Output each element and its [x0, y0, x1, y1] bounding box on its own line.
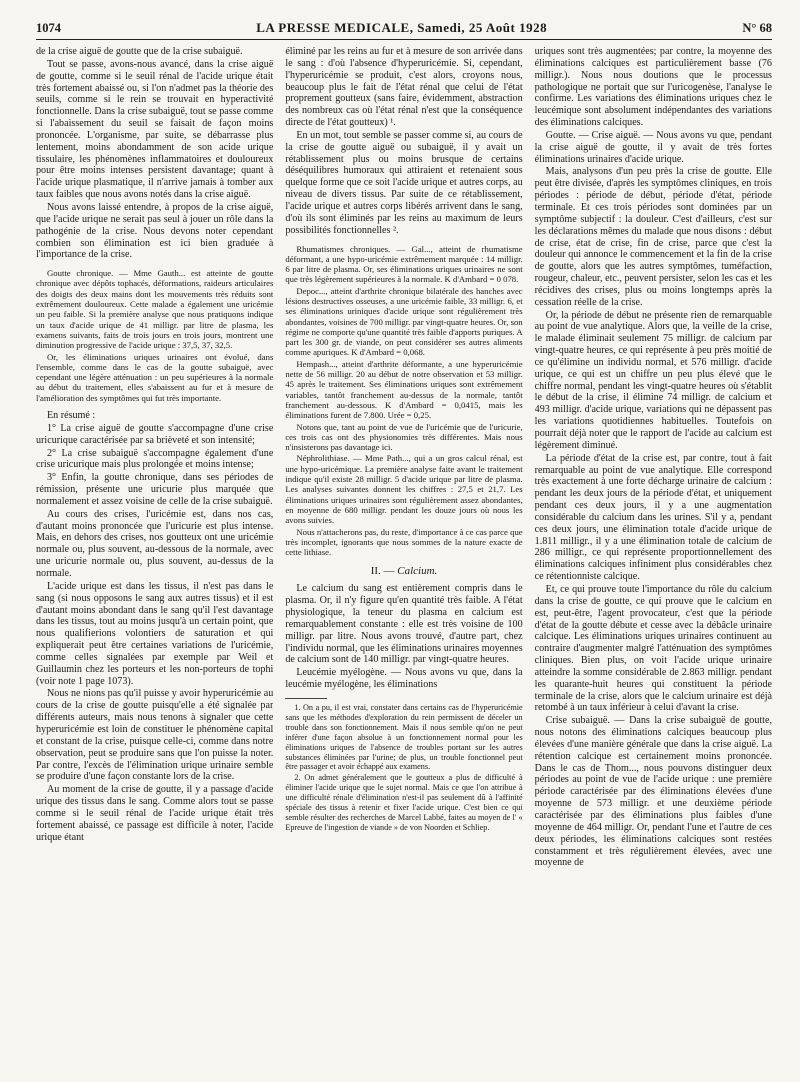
summary-heading: En résumé :: [47, 410, 96, 422]
column-1: [36, 46, 273, 1076]
paragraph: Au moment de la crise de goutte, il y a passage d'acide urique des tissus dans le sang. Comme alors tout se passe comme si le seuil rénal de l'acide urique était très fortement abaissé, ce passage est difficile à noter, l'acide urique étant: [36, 784, 274, 843]
journal-title: LA PRESSE MEDICALE, Samedi, 25 Août 1928: [256, 20, 548, 35]
paragraph: Nous avons laissé entendre, à propos de la crise aiguë, que l'acide urique ne serait pas seul à jouer un rôle dans la pathogénie de la crise. Nous devons noter cependant combien son élimination est ici bien graduée à l'importance de la crise.: [36, 201, 274, 261]
paragraph: Tout se passe, avons-nous avancé, dans la crise aiguë de goutte, comme si le seuil rénal de l'acide urique était très fortement abaissé ou, si l'on n'admet pas la théorie des seuils, comme si le rein se trouvait en hyperactivité fonctionnelle. Dans la crise subaiguë, tout se passe comme si l'abaissement du seuil se faisait de façon moins prononcée. L'organisme, par suite, se débarrasse plus lentement, moins abondamment de son acide urique tissulaire, les phénomènes inflammatoires et douloureux pour être moins intenses persistent davantage; quant à l'acide urique plasmatique, il n'arrive jamais à tomber aux taux faibles que nous avons notés dans la crise aiguë.: [36, 58, 274, 201]
case-goutte-chronique: Goutte chronique. — Mme Gauth... est atteinte de goutte chronique avec dépôts tophacés, déformations, raideurs articulaires des doigts des deux mains dont les mouvements très réduits sont extrêmement douloureux. Cette malade a également une uricémie un peu faible. Si la première analyse que nous pratiquons indique un taux d'acide urique de 41 milligr. par litre de plasma, les examens suivants, faits de trois jours en trois jours, montrent une diminution progressive de l'acide urique : 37,5, 37, 32,5.: [36, 268, 274, 351]
case-rhumatismes: Rhumatismes chroniques. — Gal..., atteint de rhumatisme déformant, a une hypo-uricémie extrêmement marquée : 14 milligr. 6 par litre de plasma. Or, ses éliminations uriques urinaires ne sont que très légèrement supérieures à la normale. K d'Ambard = 0 078.: [285, 243, 523, 285]
paragraph: L'acide urique est dans les tissus, il n'est pas dans le sang (si nous opposons le sang aux autres tissus) et il est d'autant moins abondant dans le sang qu'il l'est davantage dans les tissus, tout au moins jusqu'à un certain point, que nous qualifierions volontiers de saturation et qui expliquerait peut être certaines variations de l'uricémie, comme celles signalées par exemple par Weil et Guillaumin chez les porteurs et les non-porteurs de tophi (voir note 1 page 1073).: [36, 580, 274, 687]
text-columns: [36, 46, 772, 1076]
section-title: Calcium.: [397, 565, 438, 578]
paragraph: éliminé par les reins au fur et à mesure de son arrivée dans le sang : d'où l'absence d'hyperuricémie. Si, cependant, l'hyperuricémie se produit, c'est alors, croyons nous, beaucoup plus le fait de l'état rénal que celui de l'état proprement goutteux (sans faire, évidemment, abstraction des nombreux cas où l'état rénal n'est que la conséquence directe de l'état goutteux) ¹.: [285, 46, 523, 129]
paragraph: Leucémie myélogène. — Nous avons vu que, dans la leucémie myélogène, les éliminations: [285, 667, 523, 691]
paragraph: Goutte. — Crise aiguë. — Nous avons vu que, pendant la crise aiguë de goutte, il y avait de très fortes éliminations urinaires d'acide urique.: [534, 129, 772, 165]
paragraph: Or, la période de début ne présente rien de remarquable au point de vue analytique. Alors que, la veille de la crise, le malade éliminait seulement 75 milligr. de calcium par vingt-quatre heures, ce qui représente à peu près moitié de ce qu'élimine un individu normal, et 576 milligr. d'acide urique, ce qui est un chiffre un peu plus élevé que le chiffre normal, pendant les vingt-quatre heures où s'établit le début de la crise, il élimine 74 milligr. de calcium et 493 milligr. d'acide urique, variations qui ne dépassent pas les variations quotidiennes habituelles. Toutefois on pourrait déjà noter que le rapport de l'acide au calcium est légèrement diminué.: [534, 309, 772, 451]
paragraph: Mais, analysons d'un peu près la crise de goutte. Elle peut être divisée, d'après les symptômes cliniques, en trois périodes : période de début, période d'état, période terminale. Et ces trois périodes sont dominées par un symptôme subjectif : la douleur. C'est d'ailleurs, c'est sur les déclarations mêmes du malade que nous disons : début de crise, état de crise, fin de crise, parce que c'est la douleur qui annonce le commencement et la fin de la crise de goutte, alors que les autres symptômes, tuméfaction, rougeur, chaleur, etc., peuvent persister, selon les cas et les récidives des crises, plus ou moins longtemps après la cessation réelle de la crise.: [534, 166, 772, 308]
column-2: [285, 46, 522, 1076]
footnote-1: 1. On a pu, il est vrai, constater dans certains cas de l'hyperuricémie sans que les méthodes d'exploration du rein permissent de déceler un trouble dans son fonctionnement. Mais il nous semble qu'on ne peut inférer d'une façon absolue à un fonctionnement normal pour les éliminations uriques de l'absence de troubles portant sur les autres substances éliminées par l'urine; de plus, un trouble fonctionnel peut être passager et avoir échappé aux examens.: [285, 703, 523, 772]
paragraph: Notons que, tant au point de vue de l'uricémie que de l'uricurie, ces trois cas ont des physionomies très différentes. Mais nous n'insisterons pas davantage ici.: [285, 421, 523, 453]
paragraph: Crise subaiguë. — Dans la crise subaiguë de goutte, nous notons des éliminations calciques beaucoup plus élevées d'une manière générale que dans la crise aiguë. La rétention calcique est certainement moins prononcée. Dans le cas de Thom..., nous pouvons distinguer deux périodes au point de vue de l'acide urique : une première période caractérisée par des éliminations élevées d'une moyenne de 573 milligr. et une deuxième période caractérisée par des éliminations plus faibles d'une moyenne de 464 milligr. Or, pendant l'une et l'autre de ces deux périodes, les éliminations calciques sont restées constamment et très régulièrement élevées, avec une moyenne de: [534, 715, 772, 869]
section-heading: [285, 565, 522, 577]
paragraph: La période d'état de la crise est, par contre, tout à fait remarquable au point de vue analytique. Elle correspond très exactement à une forte décharge urinaire de calcium : pendant les deux jours de la période d'état, et uniquement pendant ces deux jours, il y a une augmentation considérable du calcium dans les urines. S'il y a, pendant ces deux jours, une élimination totale d'acide urique de 1.811 milligr., il y a une élimination totale de calcium de 286 milligr., ce qui représente proportionnellement des éliminations calciques infiniment plus considérables chez ce rétentionniste calcique.: [534, 452, 772, 583]
issue-number: N° 68: [742, 21, 772, 35]
footnote-2: 2. On admet généralement que le goutteux a plus de difficulté à éliminer l'acide urique que le sujet normal. Mais ce que l'on attribue à une difficulté rénale d'élimination n'est-il pas seulement dû à l'affinité spéciale des tissus à retenir et fixer l'acide urique. C'est bien ce qui semble résulter des recherches de Marcel Labbé, faites au moyen de l' « Epreuve de l'ingestion de viande » de von Noorden et Schliep.: [285, 773, 523, 832]
paragraph: Nous n'attacherons pas, du reste, d'importance à ce cas parce que très incomplet, ignorants que nous sommes de la nature exacte de cette lithiase.: [285, 526, 523, 558]
summary-item-2: 2° La crise subaiguë s'accompagne également d'une crise uricurique mais plus prolongée et moins intense;: [36, 447, 274, 471]
footnote-rule: [285, 698, 327, 699]
paragraph: Or, les éliminations uriques urinaires ont évolué, dans l'ensemble, comme dans le cas de la goutte subaiguë, avec cependant une légère atténuation : un peu supérieures à la normale au début du traitement, elles s'abaissent au fur et à mesure de l'amélioration des symptômes qui fut très importante.: [36, 351, 274, 403]
paragraph: de la crise aiguë de goutte que de la crise subaiguë.: [36, 46, 243, 57]
section-number: II. —: [370, 565, 395, 578]
case-nephrolithiase: Néphrolithiase. — Mme Path..., qui a un gros calcul rénal, est une hypo-uricémique. La première analyse faite avant le traitement indique qu'il existe 28 milligr. 5 d'acide urique par litre de plasma. Les analyses suivantes donnent les chiffres : 27,5 et 21,7. Les éliminations uriques urinaires sont régulièrement assez abondantes, en moyenne de 680 milligr. pendant les douze jours où nous les avons suivies.: [285, 453, 523, 526]
case-hempash: Hempash..., atteint d'arthrite déformante, a une hyperuricémie nette de 56 milligr. 20 au début de notre observation et 53 milligr. 45 après le traitement. Ses éliminations uriques sont extrêmement variables, tantôt franchement au-dessus de la normale, tantôt franchement au-dessous. K d'Ambard = 0,0415, mais les éliminations furent de 7.800. Urée = 0,25.: [285, 358, 523, 421]
case-depoc: Depoc..., atteint d'arthrite chronique bilatérale des hanches avec lésions destructives osseuses, a une uricémie faible, 33 milligr. 6, et ses éliminations uriniques d'acide urique sont régulièrement très abondantes, voisines de 700 milligr. par vingt-quatre heures. Or, son régime ne comporte qu'une quantité très faible d'apports puriques. A part les 300 gr. de viande, on peut considérer ses autres aliments comme apuriques. K d'Ambard = 0,068.: [285, 285, 523, 358]
summary-item-1: 1° La crise aiguë de goutte s'accompagne d'une crise uricurique caractérisée par sa brièveté et son intensité;: [36, 422, 274, 446]
paragraph: Le calcium du sang est entièrement compris dans le plasma. Or, il n'y figure qu'en quantité très faible. A l'état physiologique, la teneur du plasma en calcium est remarquablement constante : elle est très voisine de 100 milligr. par litre. Nous avons trouvé, d'autre part, chez l'individu normal, que les éliminations urinaires moyennes de calcium sont de 140 milligr. par vingt-quatre heures.: [285, 583, 523, 666]
running-header: [36, 20, 772, 40]
summary-item-3: 3° Enfin, la goutte chronique, dans ses périodes de rémission, présente une uricurie plus marquée que normalement et assez voisine de celle de la crise subaiguë.: [36, 472, 274, 507]
paragraph: Et, ce qui prouve toute l'importance du rôle du calcium dans la crise de goutte, ce qui prouve que le calcium en est, peut-être, l'agent provocateur, c'est que la période d'état de la goutte débute et cesse avec la débâcle urinaire calcique. Les éliminations uriques urinaires continuent au contraire d'augmenter malgré l'atténuation des symptômes cliniques. Bien plus, on voit l'acide urique urinaire atteindre la somme considérable de 2.863 milligr. pendant les quarante-huit heures qui constituent la période terminale de la crise, alors que le calcium urinaire est déjà retombé à un taux inférieur à celui d'avant la crise.: [534, 583, 772, 714]
page-number: 1074: [36, 21, 61, 35]
paragraph: uriques sont très augmentées; par contre, la moyenne des éliminations calciques est particulièrement basse (76 milligr.). Nous nous doutions que le processus pathologique ne portait que sur l'uricogenèse, l'analyse le confirme. Les variations des éliminations uriques chez le leucémique sont absolument indépendantes des variations des éliminations calciques.: [534, 46, 772, 129]
paragraph: En un mot, tout semble se passer comme si, au cours de la crise de goutte aiguë ou subaiguë, il y avait un rétablissement plus ou moins brusque de certains déséquilibres humoraux qui attiraient et retenaient sous quelque forme que ce soit l'acide urique et autres corps, au niveau de divers tissus. Par suite de ce rétablissement, l'acide urique et autres corps libérés arrivent dans le sang, d'où ils sont éliminés par les reins au maximum de leurs possibilités fonctionnelles ².: [285, 129, 523, 236]
paragraph: Au cours des crises, l'uricémie est, dans nos cas, d'autant moins prononcée que l'uricurie est plus intense. Mais, en dehors des crises, nos goutteux ont une uricémie normale ou, plus souvent, au-dessous de la normale, avec une uricurie normale ou, plus souvent, au-dessus de la normale.: [36, 508, 274, 580]
paragraph: Nous ne nions pas qu'il puisse y avoir hyperuricémie au cours de la crise de goutte puisqu'elle a été signalée par différents auteurs, mais nous tenons à signaler que cette hyperuricémie est loin de constituer le phénomène capital et constant de la crise, puisque celle-ci, comme dans notre observation, peut se produire sans que l'on puisse la noter. Par contre, l'excès de l'élimination urique urinaire semble se produire d'une façon constante lors de la crise.: [36, 688, 274, 783]
column-3: [535, 46, 772, 1076]
